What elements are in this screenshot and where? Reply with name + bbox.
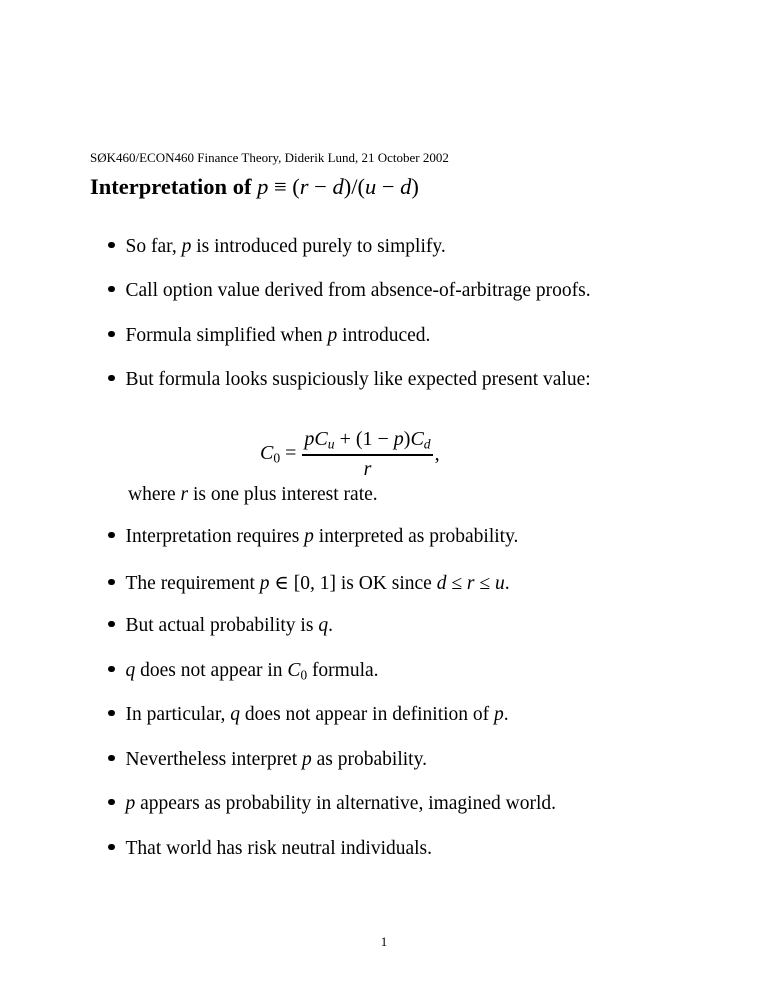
list-item: But formula looks suspiciously like expected present value:	[108, 369, 591, 391]
list-item: Call option value derived from absence-of-arbitrage proofs.	[108, 280, 591, 302]
formula-denominator: r	[363, 457, 372, 480]
bullet-icon	[108, 286, 115, 293]
formula-numerator: $pC_u + (1 - p)C_d$	[304, 428, 431, 452]
title-expression: p	[257, 174, 269, 199]
document-header: SØK460/ECON460 Finance Theory, Diderik Lund, 21 October 2002	[90, 150, 449, 165]
bullet-icon	[108, 666, 115, 673]
formula-note: where r is one plus interest rate.	[128, 484, 378, 505]
bullet-icon	[108, 579, 115, 586]
title-prefix: Interpretation of	[90, 174, 252, 199]
list-item: Nevertheless interpret p as probability.	[108, 749, 427, 771]
list-item: Formula simplified when p introduced.	[108, 325, 430, 347]
list-item: Interpretation requires p interpreted as probability.	[108, 526, 518, 548]
list-item: But actual probability is q.	[108, 615, 333, 637]
bullet-icon	[108, 710, 115, 717]
option-value-formula	[260, 428, 440, 481]
bullet-icon	[108, 621, 115, 628]
bullet-icon	[108, 331, 115, 338]
formula-trailing: ,	[434, 442, 440, 465]
bullet-icon	[108, 375, 115, 382]
list-item: So far, p is introduced purely to simplify.	[108, 236, 446, 258]
bullet-icon	[108, 755, 115, 762]
bullet-icon	[108, 532, 115, 539]
formula-fraction	[302, 428, 432, 481]
page-number: 1	[380, 934, 388, 949]
bullet-icon	[108, 799, 115, 806]
bullet-icon	[108, 242, 115, 249]
bullet-icon	[108, 844, 115, 851]
section-title: Interpretation of p ≡ (r − d)/(u − d)	[90, 174, 419, 199]
list-item: p appears as probability in alternative, imagined world.	[108, 793, 556, 815]
list-item: In particular, q does not appear in definition of p.	[108, 704, 509, 726]
list-item: That world has risk neutral individuals.	[108, 838, 432, 860]
list-item: The requirement p ∈ [0, 1] is OK since d ≤ r ≤ u.	[108, 571, 510, 595]
formula-lhs: $C_0$ =	[260, 442, 297, 466]
list-item: q does not appear in $C_0$ formula.	[108, 660, 379, 683]
